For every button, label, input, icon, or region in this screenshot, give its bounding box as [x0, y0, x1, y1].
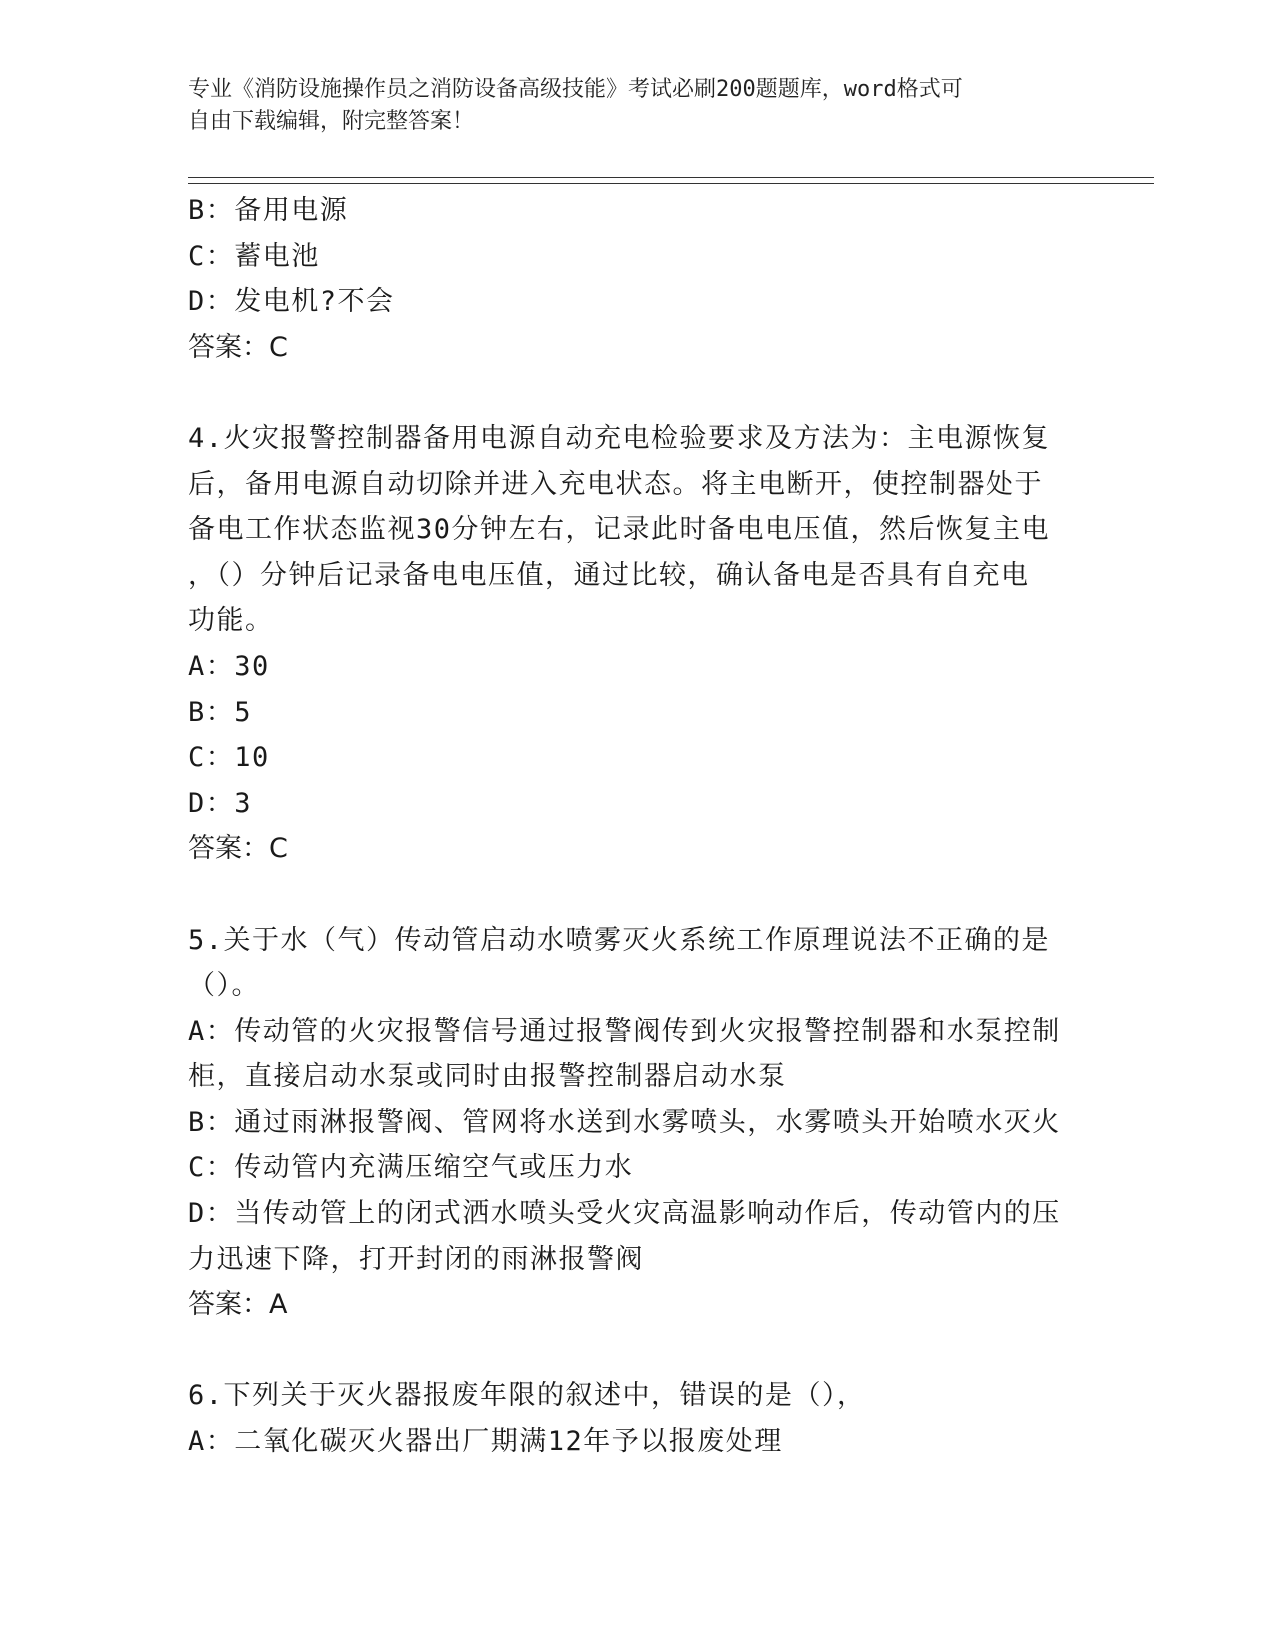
option-c: C：蓄电池 [188, 240, 320, 272]
option-a: A：二氧化碳灭火器出厂期满12年予以报废处理 [188, 1426, 783, 1458]
question-3 [188, 188, 1078, 370]
answer-line: 答案：A [188, 1289, 288, 1321]
header-rule-bottom [188, 183, 1154, 184]
question-5 [188, 918, 1078, 1328]
answer-line: 答案：C [188, 331, 288, 363]
option-d: D：当传动管上的闭式洒水喷头受火灾高温影响动作后，传动管内的压 [188, 1198, 1061, 1230]
option-d: D：发电机?不会 [188, 286, 395, 318]
question-stem-line: 4.火灾报警控制器备用电源自动充电检验要求及方法为：主电源恢复 [188, 422, 1051, 454]
option-b: B：通过雨淋报警阀、管网将水送到水雾喷头，水雾喷头开始喷水灭火 [188, 1106, 1061, 1138]
question-stem-line: 5.关于水（气）传动管启动水喷雾灭火系统工作原理说法不正确的是 [188, 924, 1051, 956]
question-stem-line: 备电工作状态监视30分钟左右，记录此时备电电压值，然后恢复主电 [188, 514, 1051, 546]
spacer [188, 872, 1078, 918]
question-stem-line: 6.下列关于灭火器报废年限的叙述中，错误的是（）， [188, 1380, 866, 1412]
option-d-continued: 力迅速下降，打开封闭的雨淋报警阀 [188, 1243, 644, 1275]
option-b: B：备用电源 [188, 195, 349, 226]
header-line-2: 自由下载编辑，附完整答案！ [188, 109, 475, 134]
page-header [188, 74, 1068, 138]
question-stem-line: （）。 [188, 970, 260, 1002]
option-a: A：传动管的火灾报警信号通过报警阀传到火灾报警控制器和水泵控制 [188, 1015, 1061, 1047]
question-stem-line: 功能。 [188, 605, 274, 637]
header-line-1: 专业《消防设施操作员之消防设备高级技能》考试必刷200题题库，word格式可 [188, 77, 963, 102]
option-c: C：传动管内充满压缩空气或压力水 [188, 1152, 634, 1184]
question-6 [188, 1373, 1078, 1464]
option-a: A：30 [188, 650, 270, 682]
spacer [188, 1328, 1078, 1374]
option-a-continued: 柜，直接启动水泵或同时由报警控制器启动水泵 [188, 1061, 787, 1093]
option-c: C：10 [188, 742, 270, 774]
question-content [188, 188, 1078, 1465]
answer-line: 答案：C [188, 833, 288, 865]
question-stem-line: 后，备用电源自动切除并进入充电状态。将主电断开，使控制器处于 [188, 468, 1043, 500]
question-4 [188, 416, 1078, 872]
option-b: B：5 [188, 696, 253, 728]
option-d: D：3 [188, 787, 253, 819]
question-stem-line: ，（）分钟后记录备电电压值，通过比较，确认备电是否具有自充电 [188, 559, 1030, 591]
header-rule-top [188, 177, 1154, 178]
spacer [188, 370, 1078, 416]
